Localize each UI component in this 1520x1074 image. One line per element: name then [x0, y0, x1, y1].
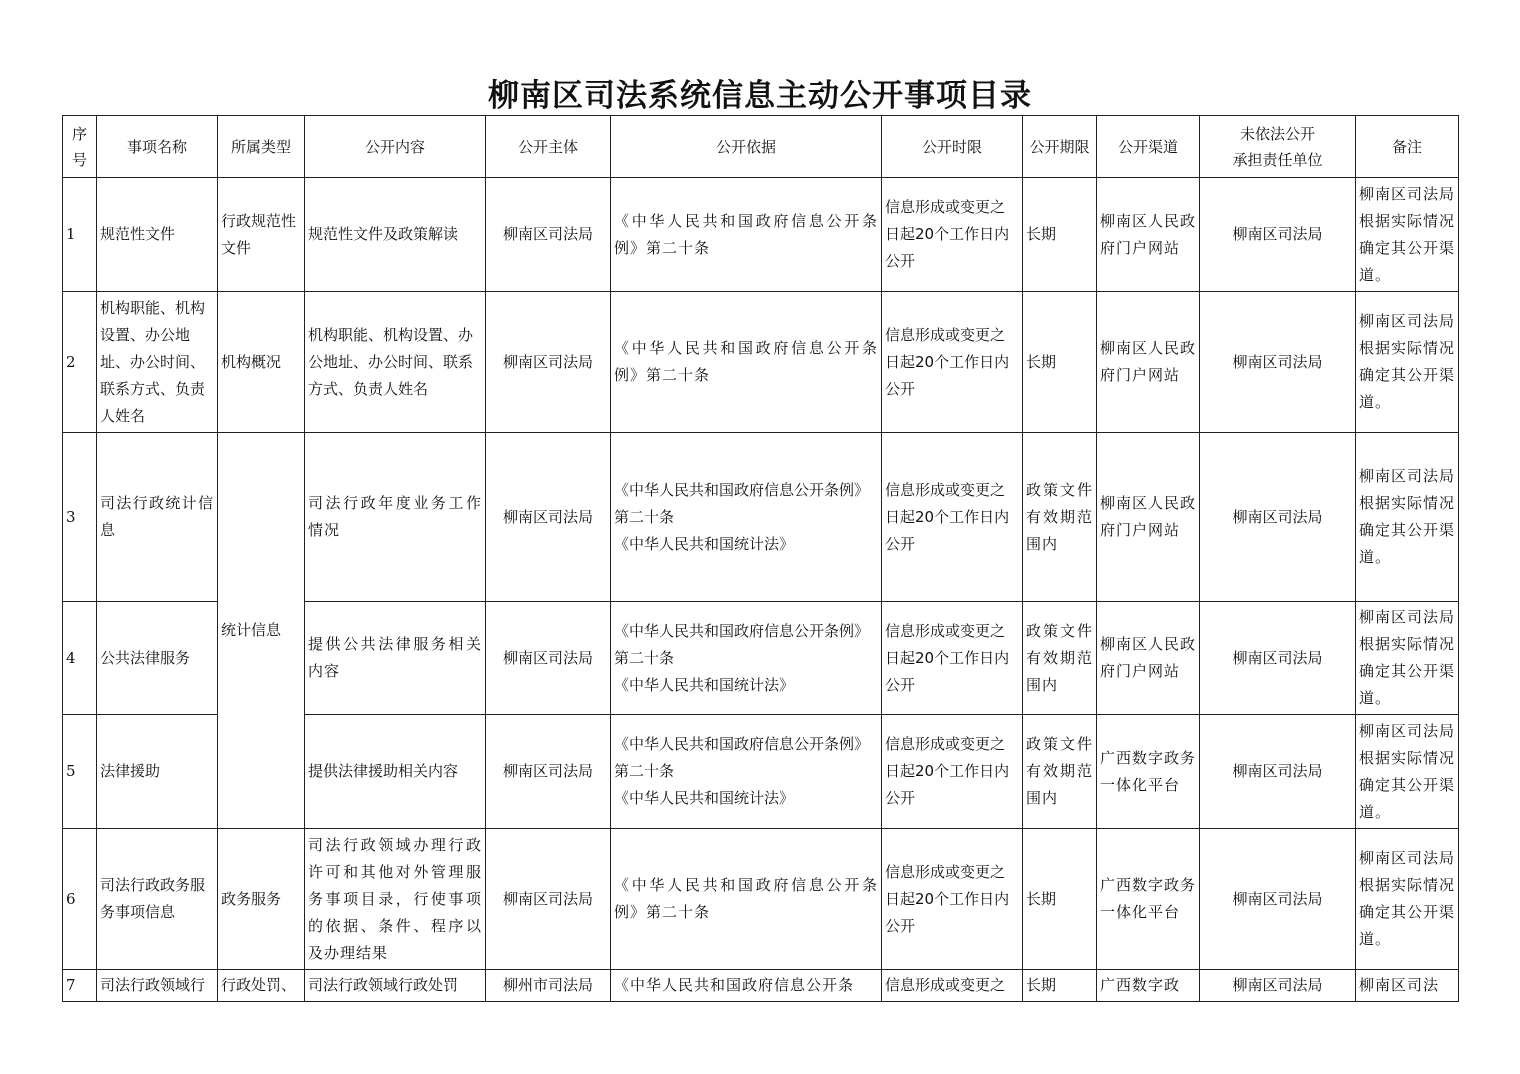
- item-time-limit: 信息形成或变更之日起20个工作日内公开: [882, 433, 1023, 602]
- item-basis: 《中华人民共和国政府信息公开条例》第二十条 《中华人民共和国统计法》: [611, 433, 882, 602]
- table-row: [63, 292, 1459, 433]
- row-number: 7: [63, 970, 97, 1002]
- table-row: [63, 178, 1459, 292]
- item-time-limit: 信息形成或变更之: [882, 970, 1023, 1002]
- item-channel: 广西数字政: [1097, 970, 1200, 1002]
- item-basis: 《中华人民共和国政府信息公开条例》第二十条 《中华人民共和国统计法》: [611, 715, 882, 829]
- item-note: 柳南区司法局根据实际情况确定其公开渠道。: [1356, 602, 1459, 715]
- item-content: 提供公共法律服务相关内容: [305, 602, 486, 715]
- item-subject: 柳南区司法局: [486, 602, 611, 715]
- row-number: 3: [63, 433, 97, 602]
- item-content: 提供法律援助相关内容: [305, 715, 486, 829]
- item-basis: 《中华人民共和国政府信息公开条例》第二十条: [611, 829, 882, 970]
- item-period: 长期: [1023, 178, 1097, 292]
- item-name: 法律援助: [97, 715, 218, 829]
- item-time-limit: 信息形成或变更之日起20个工作日内公开: [882, 178, 1023, 292]
- item-time-limit: 信息形成或变更之日起20个工作日内公开: [882, 602, 1023, 715]
- item-type: 统计信息: [218, 433, 305, 829]
- item-subject: 柳南区司法局: [486, 433, 611, 602]
- item-type: 政务服务: [218, 829, 305, 970]
- item-basis: 《中华人民共和国政府信息公开条: [611, 970, 882, 1002]
- item-period: 长期: [1023, 829, 1097, 970]
- header-cell: 公开主体: [486, 116, 611, 178]
- item-period: 政策文件有效期范围内: [1023, 602, 1097, 715]
- item-unit: 柳南区司法局: [1200, 292, 1356, 433]
- header-cell: 公开时限: [882, 116, 1023, 178]
- item-type: 行政处罚、: [218, 970, 305, 1002]
- header-cell: 未依法公开 承担责任单位: [1200, 116, 1356, 178]
- item-subject: 柳南区司法局: [486, 715, 611, 829]
- page-title: 柳南区司法系统信息主动公开事项目录: [488, 78, 1032, 114]
- table-row: [63, 829, 1459, 970]
- table-header-row: [63, 116, 1459, 178]
- item-content: 司法行政领域行政处罚: [305, 970, 486, 1002]
- item-content: 机构职能、机构设置、办公地址、办公时间、联系方式、负责人姓名: [305, 292, 486, 433]
- row-number: 1: [63, 178, 97, 292]
- item-type: 行政规范性文件: [218, 178, 305, 292]
- item-channel: 柳南区人民政府门户网站: [1097, 602, 1200, 715]
- row-number: 2: [63, 292, 97, 433]
- item-note: 柳南区司法: [1356, 970, 1459, 1002]
- header-cell: 事项名称: [97, 116, 218, 178]
- item-channel: 柳南区人民政府门户网站: [1097, 292, 1200, 433]
- item-note: 柳南区司法局根据实际情况确定其公开渠道。: [1356, 715, 1459, 829]
- item-note: 柳南区司法局根据实际情况确定其公开渠道。: [1356, 292, 1459, 433]
- item-channel: 柳南区人民政府门户网站: [1097, 433, 1200, 602]
- item-note: 柳南区司法局根据实际情况确定其公开渠道。: [1356, 178, 1459, 292]
- item-basis: 《中华人民共和国政府信息公开条例》第二十条: [611, 178, 882, 292]
- item-unit: 柳南区司法局: [1200, 602, 1356, 715]
- row-number: 4: [63, 602, 97, 715]
- item-content: 司法行政年度业务工作情况: [305, 433, 486, 602]
- item-type: 机构概况: [218, 292, 305, 433]
- item-period: 政策文件有效期范围内: [1023, 715, 1097, 829]
- item-channel: 广西数字政务一体化平台: [1097, 715, 1200, 829]
- item-name: 机构职能、机构设置、办公地址、办公时间、联系方式、负责人姓名: [97, 292, 218, 433]
- item-subject: 柳州市司法局: [486, 970, 611, 1002]
- item-unit: 柳南区司法局: [1200, 829, 1356, 970]
- item-name: 司法行政统计信息: [97, 433, 218, 602]
- item-channel: 广西数字政务一体化平台: [1097, 829, 1200, 970]
- item-unit: 柳南区司法局: [1200, 715, 1356, 829]
- item-content: 司法行政领域办理行政许可和其他对外管理服务事项目录，行使事项的依据、条件、程序以及办理结果: [305, 829, 486, 970]
- item-unit: 柳南区司法局: [1200, 970, 1356, 1002]
- item-basis: 《中华人民共和国政府信息公开条例》第二十条: [611, 292, 882, 433]
- item-subject: 柳南区司法局: [486, 178, 611, 292]
- item-period: 长期: [1023, 292, 1097, 433]
- header-cell: 序号: [63, 116, 97, 178]
- item-note: 柳南区司法局根据实际情况确定其公开渠道。: [1356, 829, 1459, 970]
- item-unit: 柳南区司法局: [1200, 178, 1356, 292]
- item-name: 规范性文件: [97, 178, 218, 292]
- item-time-limit: 信息形成或变更之日起20个工作日内公开: [882, 292, 1023, 433]
- item-channel: 柳南区人民政府门户网站: [1097, 178, 1200, 292]
- header-cell: 公开渠道: [1097, 116, 1200, 178]
- item-name: 司法行政政务服务事项信息: [97, 829, 218, 970]
- item-unit: 柳南区司法局: [1200, 433, 1356, 602]
- item-note: 柳南区司法局根据实际情况确定其公开渠道。: [1356, 433, 1459, 602]
- item-content: 规范性文件及政策解读: [305, 178, 486, 292]
- table-row: [63, 433, 1459, 602]
- item-period: 政策文件有效期范围内: [1023, 433, 1097, 602]
- item-time-limit: 信息形成或变更之日起20个工作日内公开: [882, 829, 1023, 970]
- table-row: [63, 970, 1459, 1002]
- header-cell: 公开内容: [305, 116, 486, 178]
- row-number: 6: [63, 829, 97, 970]
- disclosure-table: [62, 115, 1459, 1002]
- item-period: 长期: [1023, 970, 1097, 1002]
- header-cell: 公开期限: [1023, 116, 1097, 178]
- header-cell: 备注: [1356, 116, 1459, 178]
- item-name: 公共法律服务: [97, 602, 218, 715]
- item-subject: 柳南区司法局: [486, 292, 611, 433]
- header-cell: 公开依据: [611, 116, 882, 178]
- item-name: 司法行政领域行: [97, 970, 218, 1002]
- item-time-limit: 信息形成或变更之日起20个工作日内公开: [882, 715, 1023, 829]
- item-basis: 《中华人民共和国政府信息公开条例》第二十条 《中华人民共和国统计法》: [611, 602, 882, 715]
- item-subject: 柳南区司法局: [486, 829, 611, 970]
- header-cell: 所属类型: [218, 116, 305, 178]
- row-number: 5: [63, 715, 97, 829]
